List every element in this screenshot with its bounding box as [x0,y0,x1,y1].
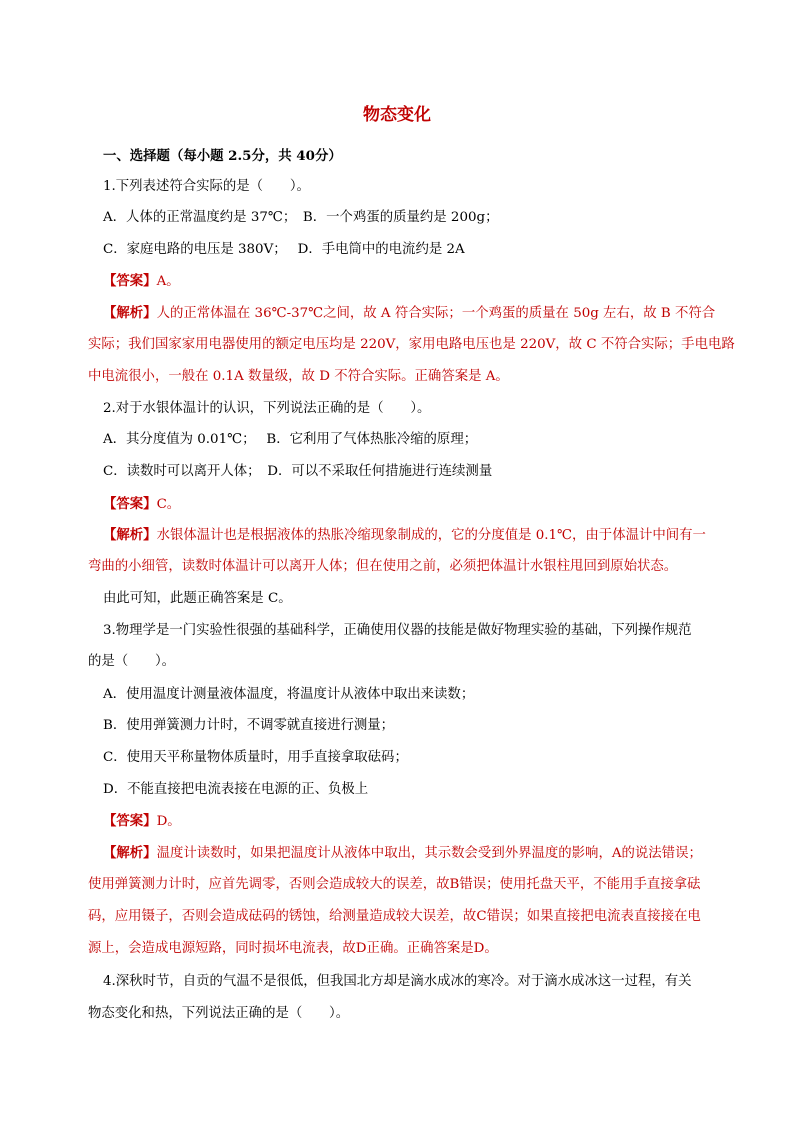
question-1-answer [103,271,723,292]
analysis-label: 【解析】 [103,527,157,543]
answer-label: 【答案】 [103,273,157,289]
answer-value: A。 [156,274,180,289]
question-1-stem: 1.下列表述符合实际的是（ ）。 [103,179,310,194]
question-3-analysis-line: 使用弹簧测力计时，应首先调零，否则会造成较大的误差，故B错误；使用托盘天平，不能用手直接拿砝 [88,877,701,892]
question-3-analysis-line: 码，应用镊子，否则会造成砝码的锈蚀，给测量造成较大误差，故C错误；如果直接把电流表直接接在电 [88,909,701,924]
question-3-answer [103,811,723,832]
question-3-stem: 的是（ ）。 [88,654,176,669]
section-heading: 一、选择题（每小题 2.5分，共 40分） [103,148,342,164]
question-2-analysis-line: 弯曲的小细管，读数时体温计可以离开人体；但在使用之前，必须把体温计水银柱甩回到原始状态。 [88,559,678,574]
analysis-text: 人的正常体温在 36℃-37℃之间，故 A 符合实际；一个鸡蛋的质量在 50g 左右，故 B 不符合 [156,306,716,321]
question-1-option-line: A．人体的正常温度约是 37℃； B．一个鸡蛋的质量约是 200g； [103,210,499,225]
question-3-analysis-line: 源上，会造成电源短路，同时损坏电流表，故D正确。正确答案是D。 [88,941,498,956]
question-3-option: B．使用弹簧测力计时，不调零就直接进行测量； [103,718,395,733]
answer-value: D。 [156,814,181,829]
question-2-answer [103,494,723,515]
question-2-stem: 2.对于水银体温计的认识，下列说法正确的是（ ）。 [103,401,431,416]
analysis-label: 【解析】 [103,305,157,321]
question-1-analysis-line: 中电流很小，一般在 0.1A 数量级，故 D 不符合实际。正确答案是 A。 [88,369,509,384]
question-3-stem: 3.物理学是一门实验性很强的基础科学，正确使用仪器的技能是做好物理实验的基础，下列操作规范 [103,623,692,638]
question-1-analysis-line: 实际；我们国家家用电器使用的额定电压均是 220V，家用电路电压也是 220V，故 C 不符合实际；手电电路 [88,337,735,352]
analysis-text: 水银体温计也是根据液体的热胀冷缩现象制成的，它的分度值是 0.1℃，由于体温计中间有一 [156,528,706,543]
question-4-stem: 4.深秋时节，自贡的气温不是很低，但我国北方却是滴水成冰的寒冷。对于滴水成冰这一过程，有关 [103,974,692,989]
question-3-option: A．使用温度计测量液体温度，将温度计从液体中取出来读数； [103,687,475,702]
answer-label: 【答案】 [103,496,157,512]
analysis-text: 温度计读数时，如果把温度计从液体中取出，其示数会受到外界温度的影响，A的说法错误； [156,846,702,861]
analysis-label: 【解析】 [103,845,157,861]
question-1-option-line: C．家庭电路的电压是 380V； D．手电筒中的电流约是 2A [103,242,465,257]
question-1-analysis-line [103,303,723,324]
document-title: 物态变化 [363,105,431,125]
question-2-conclusion: 由此可知，此题正确答案是 C。 [103,591,292,606]
question-3-option: D．不能直接把电流表接在电源的正、负极上 [103,782,369,797]
answer-value: C。 [156,497,181,512]
question-3-option: C．使用天平称量物体质量时，用手直接拿取砝码； [103,750,408,765]
question-4-stem: 物态变化和热，下列说法正确的是（ ）。 [88,1006,350,1021]
question-2-option-line: A．其分度值为 0.01℃； B．它利用了气体热胀冷缩的原理； [103,432,478,447]
question-2-option-line: C．读数时可以离开人体； D．可以不采取任何措施进行连续测量 [103,464,493,479]
answer-label: 【答案】 [103,813,157,829]
question-3-analysis-line [103,843,723,864]
question-2-analysis-line [103,525,723,546]
